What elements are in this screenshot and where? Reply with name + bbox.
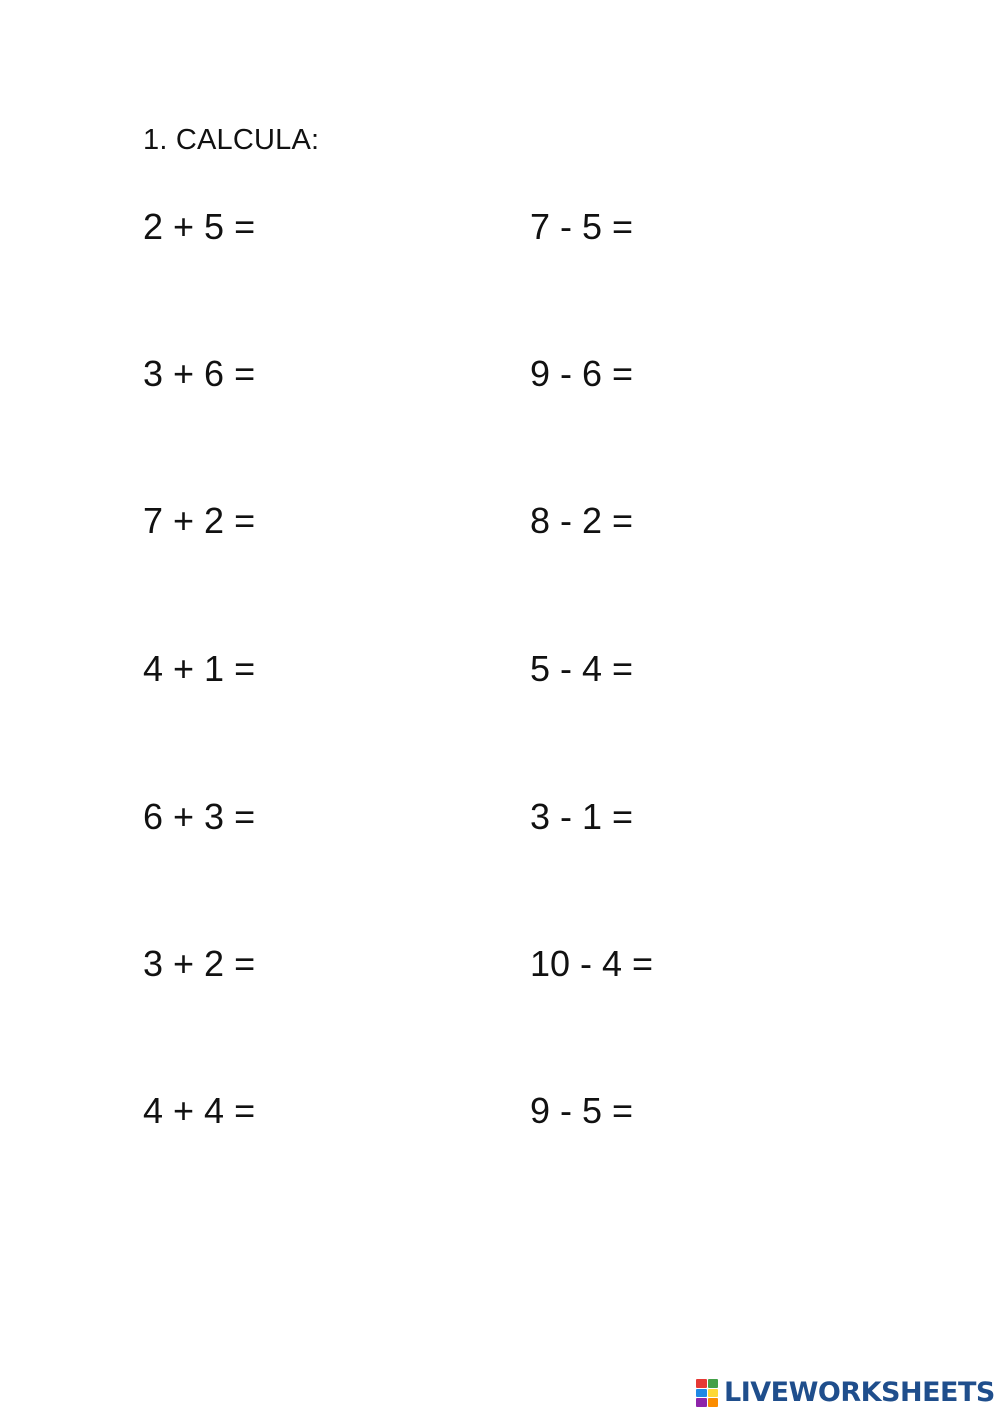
addition-exercise: 6 + 3 = bbox=[143, 796, 256, 837]
addition-exercise: 3 + 2 = bbox=[143, 943, 256, 984]
subtraction-exercise: 8 - 2 = bbox=[530, 500, 634, 541]
exercise-row bbox=[0, 499, 1000, 549]
logo-block bbox=[708, 1398, 719, 1407]
exercise-row bbox=[0, 942, 1000, 992]
subtraction-exercise: 7 - 5 = bbox=[530, 206, 634, 247]
liveworksheets-logo-icon bbox=[696, 1379, 718, 1407]
exercise-row bbox=[0, 647, 1000, 697]
logo-block bbox=[696, 1389, 707, 1398]
logo-block bbox=[696, 1379, 707, 1388]
exercise-title: 1. CALCULA: bbox=[143, 124, 320, 156]
addition-exercise: 7 + 2 = bbox=[143, 500, 256, 541]
subtraction-exercise: 9 - 6 = bbox=[530, 353, 634, 394]
exercise-row bbox=[0, 205, 1000, 255]
liveworksheets-brand bbox=[696, 1376, 995, 1410]
exercise-row bbox=[0, 352, 1000, 402]
addition-exercise: 3 + 6 = bbox=[143, 353, 256, 394]
subtraction-exercise: 5 - 4 = bbox=[530, 648, 634, 689]
subtraction-exercise: 3 - 1 = bbox=[530, 796, 634, 837]
logo-block bbox=[696, 1398, 707, 1407]
addition-exercise: 4 + 1 = bbox=[143, 648, 256, 689]
addition-exercise: 4 + 4 = bbox=[143, 1090, 256, 1131]
subtraction-exercise: 9 - 5 = bbox=[530, 1090, 634, 1131]
logo-block bbox=[708, 1389, 719, 1398]
subtraction-exercise: 10 - 4 = bbox=[530, 943, 654, 984]
brand-wordmark: LIVEWORKSHEETS bbox=[724, 1377, 995, 1408]
logo-block bbox=[708, 1379, 719, 1388]
addition-exercise: 2 + 5 = bbox=[143, 206, 256, 247]
exercise-row bbox=[0, 1089, 1000, 1139]
exercise-row bbox=[0, 795, 1000, 845]
